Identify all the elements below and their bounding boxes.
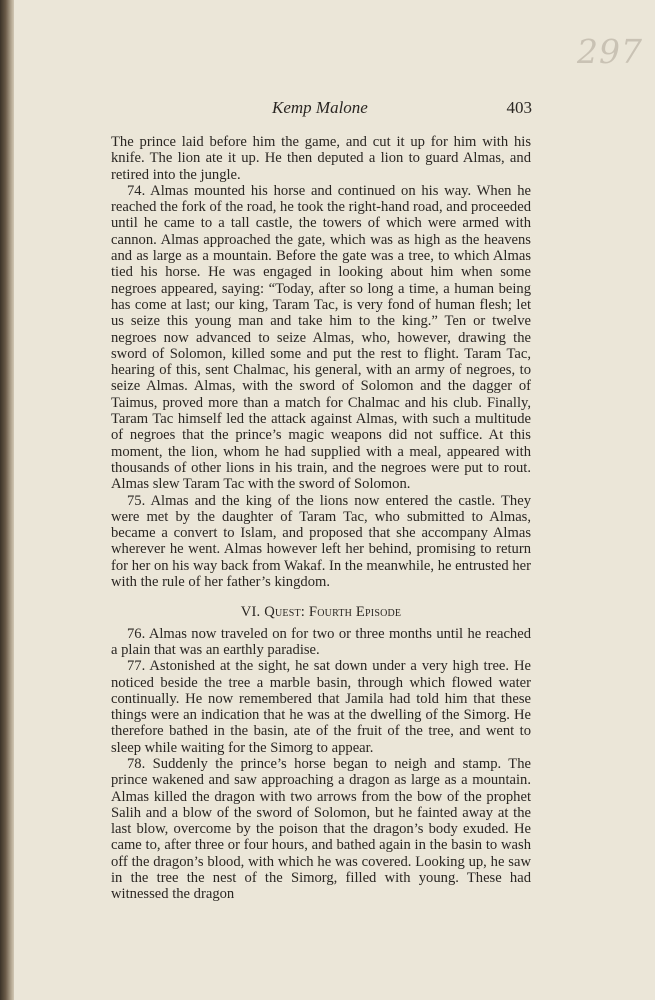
section-numeral: VI. <box>240 604 261 621</box>
paragraph: The prince laid before him the game, and cut it up for him with his knife. The lion ate it up. He then deputed a lion to guard Almas, and retired into the jungle. <box>111 134 531 183</box>
section-title: Quest: Fourth Episode <box>264 604 402 621</box>
paragraph: 74. Almas mounted his horse and continued on his way. When he reached the fork of the road, he took the right-hand road, and proceeded until he came to a tall castle, the towers of which were armed with cannon. Almas approached the gate, which was as high as the heavens and as large as a mountain. Before the gate was a tree, to which Almas tied his horse. He was engaged in looking about him when some negroes appeared, saying: “Today, after so long a time, a human being has come at last; our king, Taram Tac, is very fond of human flesh; let us seize this young man and take him to the king.” Ten or twelve negroes now advanced to seize Almas, who, however, drawing the sword of Solomon, killed some and put the rest to flight. Taram Tac, hearing of this, sent Chalmac, his general, with an army of negroes, to seize Almas. Almas, with the sword of Solomon and the dagger of Taimus, proved more than a match for Chalmac and his club. Finally, Taram Tac himself led the attack against Almas, with such a multitude of negroes that the prince’s magic weapons did not suffice. At this moment, the lion, whom he had supplied with a meal, appeared with thousands of other lions in his train, and the negroes were put to rout. Almas slew Taram Tac with the sword of Solomon. <box>111 182 531 493</box>
running-head <box>272 98 532 118</box>
paragraph: 77. Astonished at the sight, he sat down under a very high tree. He noticed beside the tree a marble basin, through which flowed water continually. He now remembered that Jamila had told him that these things were an indication that he was at the dwelling of the Simorg. He therefore bathed in the basin, ate of the fruit of the tree, and went to sleep while waiting for the Simorg to appear. <box>111 658 531 756</box>
paragraph: 76. Almas now traveled on for two or three months until he reached a plain that was an earthly paradise. <box>111 625 531 658</box>
paragraph: 75. Almas and the king of the lions now entered the castle. They were met by the daughter of Taram Tac, who submitted to Almas, became a convert to Islam, and proposed that she accompany Almas wherever he went. Almas however left her behind, promising to return for her on his way back from Wakaf. In the meanwhile, he entrusted her with the rule of her father’s kingdom. <box>111 492 531 591</box>
section-heading <box>111 604 531 620</box>
archive-number-mark: 297 <box>577 32 643 71</box>
page-number: 403 <box>506 98 532 117</box>
body-text <box>111 134 531 903</box>
paragraph: 78. Suddenly the prince’s horse began to neigh and stamp. The prince wakened and saw approaching a dragon as large as a mountain. Almas killed the dragon with two arrows from the bow of the prophet Salih and a blow of the sword of Solomon, but he fainted away at the last blow, overcome by the poison that the dragon’s body exuded. He came to, after three or four hours, and bathed again in the basin to wash off the dragon’s blood, with which he was covered. Looking up, he saw in the tree the nest of the Simorg, filled with young. These had witnessed the dragon <box>111 755 531 903</box>
running-head-author: Kemp Malone <box>272 98 368 117</box>
